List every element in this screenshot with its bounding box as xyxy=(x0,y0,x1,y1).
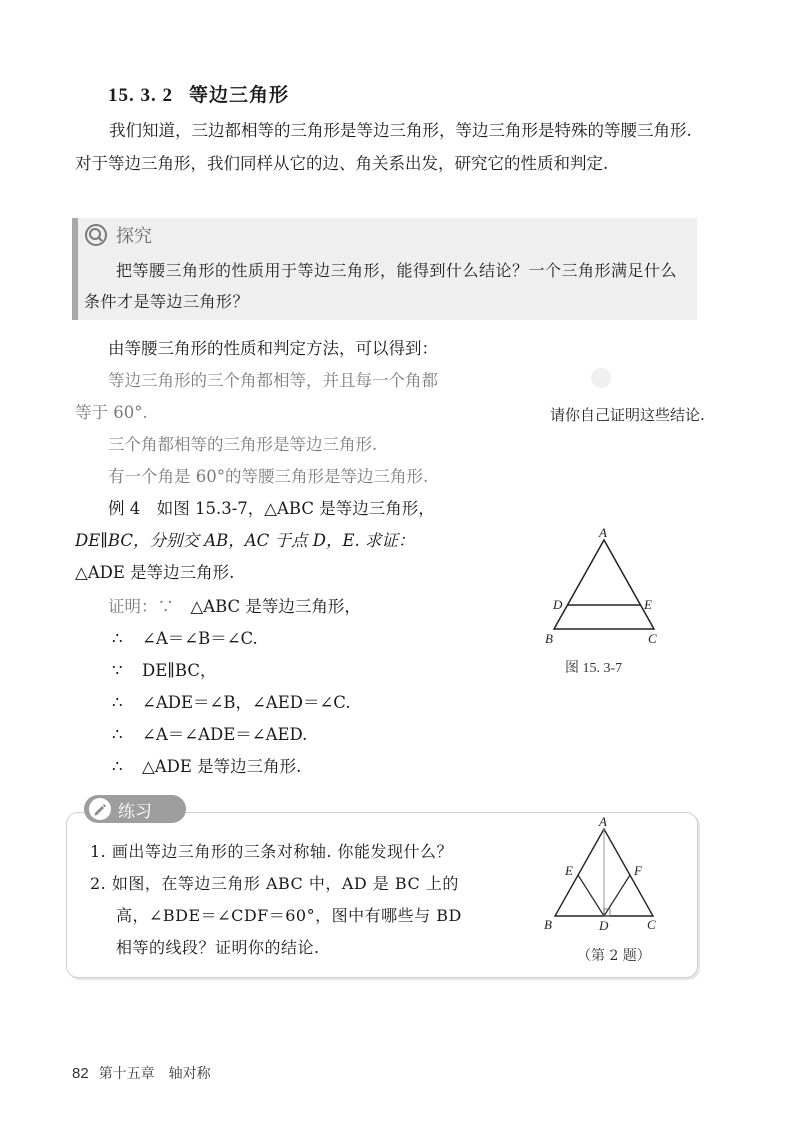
proof-symbol: ∴ xyxy=(112,757,123,776)
proof-symbol: ∴ xyxy=(112,629,123,648)
section-heading xyxy=(108,80,289,107)
proof-text: △ADE 是等边三角形. xyxy=(142,757,302,776)
page-footer xyxy=(72,1063,211,1083)
practice-q2-line-3: 相等的线段？证明你的结论. xyxy=(116,938,320,957)
example-line-1: 例 4 如图 15.3-7，△ABC 是等边三角形， xyxy=(108,499,435,518)
property-1-line-1: 等边三角形的三个角都相等，并且每一个角都 xyxy=(108,371,438,390)
label-d: D xyxy=(599,918,609,933)
example-line-2: DE∥BC，分别交 AB，AC 于点 D，E. 求证： xyxy=(75,531,415,550)
label-e: E xyxy=(565,863,573,878)
explore-text: 把等腰三角形的性质用于等边三角形，能得到什么结论？一个三角形满足什么条件才是等边三角形？ xyxy=(84,261,678,311)
derive-lead: 由等腰三角形的性质和判定方法，可以得到： xyxy=(108,339,438,358)
proof-text: ∠A＝∠ADE＝∠AED. xyxy=(142,725,308,744)
label-e: E xyxy=(644,597,652,612)
chapter-name: 第十五章 轴对称 xyxy=(98,1066,211,1082)
proof-symbol: ∴ xyxy=(112,725,123,744)
proof-symbol: 证明：∵ xyxy=(108,597,174,616)
label-f: F xyxy=(634,863,642,878)
proof-symbol: ∵ xyxy=(112,661,123,680)
proof-line xyxy=(112,750,301,783)
practice-pencil-icon xyxy=(88,797,112,821)
practice-heading xyxy=(84,795,186,823)
side-note: 请你自己证明这些结论. xyxy=(550,406,705,424)
proof-text: ∠A＝∠B＝∠C. xyxy=(142,629,258,648)
page-number: 82 xyxy=(72,1065,89,1082)
label-b: B xyxy=(545,631,553,646)
proof-line xyxy=(112,718,307,751)
practice-q2-line-1: 2. 如图，在等边三角形 ABC 中，AD 是 BC 上的 xyxy=(90,874,459,893)
example-line-3: △ADE 是等边三角形. xyxy=(75,563,235,582)
segment-df xyxy=(604,875,630,916)
proof-line xyxy=(108,590,361,623)
figure-caption: 图 15. 3-7 xyxy=(565,661,623,676)
label-a: A xyxy=(599,814,607,829)
side-note-marker xyxy=(591,368,611,388)
figure-15-3-7 xyxy=(540,526,670,650)
label-c: C xyxy=(647,917,656,932)
explore-heading xyxy=(84,222,152,248)
label-a: A xyxy=(599,526,607,540)
practice-heading-label: 练习 xyxy=(118,801,152,822)
proof-line xyxy=(112,622,258,655)
explore-heading-label: 探究 xyxy=(116,226,152,247)
segment-de xyxy=(578,875,604,916)
property-3: 有一个角是 60°的等腰三角形是等边三角形. xyxy=(108,467,429,486)
intro-paragraph: 我们知道，三边都相等的三角形是等边三角形，等边三角形是特殊的等腰三角形. 对于等边三角形，我们同样从它的边、角关系出发，研究它的性质和判定. xyxy=(75,121,692,173)
label-c: C xyxy=(648,631,657,646)
label-b: B xyxy=(544,917,552,932)
practice-figure-caption: （第 2 题） xyxy=(577,948,651,964)
label-d: D xyxy=(553,597,563,612)
proof-line xyxy=(112,654,216,687)
section-number: 15. 3. 2 xyxy=(108,85,173,106)
practice-figure xyxy=(538,812,668,936)
proof-text: DE∥BC， xyxy=(142,661,217,680)
triangle-abc xyxy=(554,540,654,629)
property-2: 三个角都相等的三角形是等边三角形. xyxy=(108,435,378,454)
proof-symbol: ∴ xyxy=(112,693,123,712)
proof-line xyxy=(112,686,351,719)
proof-text: △ABC 是等边三角形， xyxy=(190,597,361,616)
practice-q1: 1. 画出等边三角形的三条对称轴. 你能发现什么？ xyxy=(90,842,454,861)
section-title: 等边三角形 xyxy=(189,84,290,106)
practice-q2-line-2: 高，∠BDE＝∠CDF＝60°，图中有哪些与 BD xyxy=(116,906,462,925)
proof-text: ∠ADE＝∠B，∠AED＝∠C. xyxy=(142,693,351,712)
property-1-line-2: 等于 60°. xyxy=(75,403,148,422)
explore-magnifier-icon xyxy=(84,223,108,247)
